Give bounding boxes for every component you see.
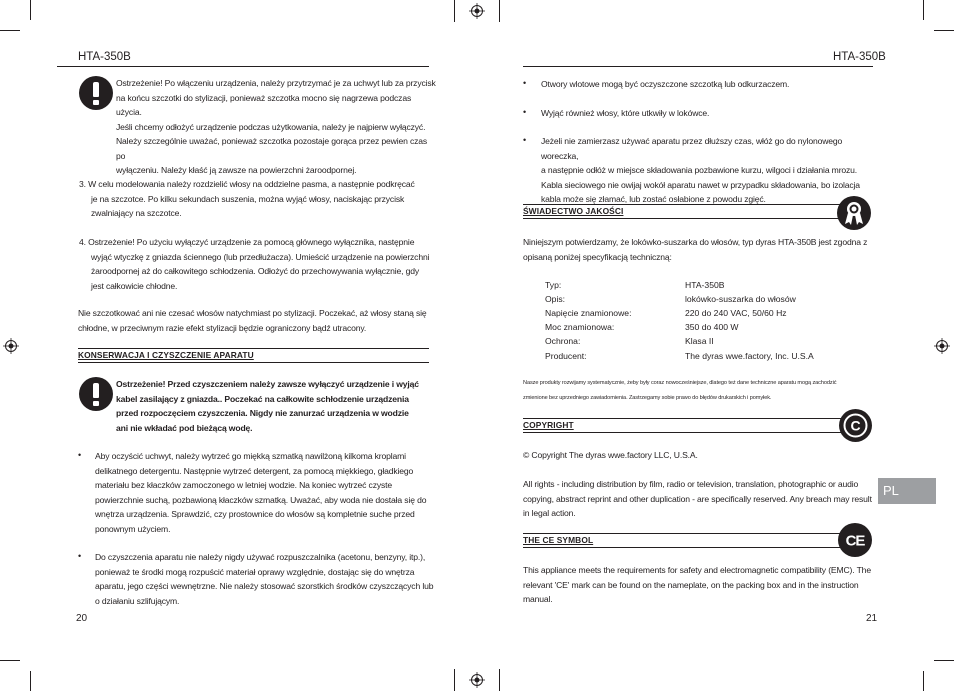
crop-mark [454,669,455,691]
text-line: na końcu szczotki do stylizacji, ponieważ szczotka mocno się nagrzewa podczas [116,92,412,103]
text-line: zwalniający na szczotce. [91,208,182,218]
cleaning-bullet-1 [95,449,435,536]
exclamation-icon [79,377,113,411]
text-line: Aby oczyścić uchwyt, należy wytrzeć go miękką szmatką nawilżoną kilkoma kroplami [95,451,406,461]
spec-label: Opis: [545,294,566,304]
text-line: Należy szczególnie uważać, ponieważ szczotka pozostaje gorąca przez pewien czas po [116,136,428,161]
model-header-left: HTA-350B [78,51,131,63]
crop-mark [0,660,20,661]
text-line: użycia. [116,107,142,117]
text-line: kabla może się złamać, lub zostać osłabione z powodu zgięć. [541,194,766,204]
text-line: All rights - including distribution by film, radio or television, translation, photographic or audio [523,479,859,489]
text-line: żaroodpornej aż do całkowitego schłodzenia. Odłożyć do przechowywania wyłącznie, gdy [91,266,419,276]
spec-value: Klasa II [685,336,714,346]
warning-before-cleaning [116,377,434,435]
crop-mark [499,669,500,691]
instruction-step-4 [79,235,431,293]
text-line: copying, abstract reprint and other duplication - are specifically reserved. Any breach may result [523,493,872,504]
section-title: ŚWIADECTWO JAKOŚCI [523,206,624,216]
bullet-marker: • [523,78,527,88]
rights-statement [523,477,883,521]
bullet-marker: • [78,551,82,561]
spec-label: Producent: [545,351,587,361]
text-line: ponieważ te środki mogą rozpuścić materiał oprawy względnie, dostając się do wnętrza [95,566,415,577]
registration-mark-icon [469,3,485,19]
crop-mark [934,660,954,661]
crop-mark [934,30,954,31]
award-ribbon-icon [837,196,871,230]
quality-statement [523,235,873,264]
text-line: delikatnego detergentu. Następnie wytrzeć detergent, za pomocą miękkiego, gładkiego [95,465,414,476]
text-line: Jeśli chcemy odłożyć urządzenie podczas użytkowania, należy je najpierw wyłączyć. [116,121,426,132]
text-line: kabel zasilający z gniazda.. Poczekać na całkowite schłodzenie urządzenia [116,393,409,404]
text-line: Niniejszym potwierdzamy, że lokówko-suszarka do włosów, typ dyras HTA-350B jest zgodna z [523,237,868,247]
warning-hot-brush [116,76,436,178]
text-line: 4. Ostrzeżenie! Po użyciu wyłączyć urządzenie za pomocą głównego wyłącznika, następnie [79,237,415,247]
text-line: powierzchnie suchą, pozbawioną kłaczków szmatką. Uważać, aby woda nie dostała się do [95,494,427,505]
bullet-marker: • [523,107,527,117]
storage-bullet-1: Otwory wlotowe mogą być oczyszczone szczotką lub odkurzaczem. [541,79,790,89]
text-line: This appliance meets the requirements for safety and electromagnetic compatibility (EMC). The [523,565,871,575]
registration-mark-icon [934,338,950,354]
text-line: relevant 'CE' mark can be found on the nameplate, on the packing box and in the instruction [523,579,859,590]
section-heading-ce [523,533,849,548]
text-line: je na szczotce. Po kilku sekundach suszenia, można wyjąć włosy, naciskając przycisk [91,193,405,204]
text-line: o działaniu szlifującym. [95,595,180,606]
text-line: wyłączeniu. Należy kłaść ją zawsze na powierzchni żaroodpornej. [116,165,357,175]
spec-label: Napięcie znamionowe: [545,308,632,318]
text-line: a następnie odłóż w miejsce składowania pozbawione kurzu, wilgoci i działania mrozu. [541,165,858,175]
ce-mark-text: CE [845,532,865,550]
text-line: Ostrzeżenie! Przed czyszczeniem należy zawsze wyłączyć urządzenie i wyjąć [116,379,419,389]
text-line: chłodne, w przeciwnym razie efekt stylizacji będzie ograniczony bądź utracony. [78,322,367,333]
ce-mark-icon [838,523,872,557]
text-line: Ostrzeżenie! Po włączeniu urządzenia, należy przytrzymać je za uchwyt lub za przycisk [116,78,436,88]
crop-mark [30,0,31,20]
page-number-left: 20 [76,613,88,624]
model-header-right: HTA-350B [833,51,886,63]
language-tab-label: PL [883,483,899,498]
text-line: Jeżeli nie zamierzasz używać aparatu przez dłuższy czas, włóż go do nylonowego woreczka, [541,136,843,161]
text-line: opisaną poniżej specyfikacją techniczną: [523,251,672,262]
spec-label: Moc znamionowa: [545,322,615,332]
section-heading-cleaning [78,348,429,363]
text-line: jest całkowicie chłodne. [91,280,178,291]
text-line: Nasze produkty rozwijamy systematycznie, żeby były coraz nowocześniejsze, dlatego też dane techniczne aparatu mogą zachodzić [523,380,837,386]
text-line: Kabla sieciowego nie owijaj wokół aparatu nawet w przypadku składowania, bo izolacja [541,179,860,190]
section-title: COPYRIGHT [523,420,574,430]
spec-label: Ochrona: [545,336,581,346]
crop-mark [454,0,455,22]
section-heading-quality [523,204,849,219]
crop-mark [499,0,500,22]
copyright-icon [839,409,872,442]
crop-mark [0,30,20,31]
text-line: materiału bez kłaczków zamoczonego w letniej wodzie. Na koniec wytrzeć czyste [95,480,392,490]
crop-mark [923,671,924,691]
spec-value: lokówko-suszarka do włosów [685,294,796,304]
header-rule-left [57,66,429,67]
spec-label: Typ: [545,280,562,290]
spec-value: The dyras wwe.factory, Inc. U.S.A [685,351,814,361]
spec-value: HTA-350B [685,280,725,290]
text-line: 3. W celu modelowania należy rozdzielić włosy na oddzielne pasma, a następnie podkręcać [79,179,415,189]
disclaimer-note [523,377,875,405]
cleaning-bullet-2 [95,550,435,608]
text-line: aparatu, jego części wewnętrzne. Nie należy stosować szorstkich środków czyszczących lub [95,581,434,591]
bullet-marker: • [78,450,82,460]
spec-value: 350 do 400 W [685,322,739,332]
section-heading-copyright [523,418,849,433]
copyright-line: © Copyright The dyras wwe.factory LLC, U.S.A. [523,450,698,460]
text-line: wnętrza urządzenia. Sprawdzić, czy prostownice do włosów są kompletnie suche przed [95,509,415,519]
spec-value: 220 do 240 VAC, 50/60 Hz [685,308,787,318]
text-line: manual. [523,594,553,604]
instruction-step-3 [79,177,429,221]
storage-bullet-3 [541,134,877,207]
text-line: ani nie wkładać pod bieżącą wodę. [116,422,253,433]
text-line: wyjąć wtyczkę z gniazda ściennego (lub przedłużacza). Umieścić urządzenie na powierzchni [91,251,430,262]
ce-statement [523,563,883,607]
language-tab [878,478,936,504]
text-line: przed rozpoczęciem czyszczenia. Nigdy nie zanurzać urządzenia w wodzie [116,408,409,418]
copyright-symbol: C [850,417,861,434]
text-line: in legal action. [523,508,576,518]
registration-mark-icon [469,672,485,688]
text-line: ponownym użyciem. [95,523,171,534]
storage-bullet-2: Wyjąć również włosy, które utkwiły w lokówce. [541,108,710,118]
registration-mark-icon [3,338,19,354]
crop-mark [30,671,31,691]
crop-mark [923,0,924,20]
section-title: KONSERWACJA I CZYSZCZENIE APARATU [78,350,254,360]
bullet-marker: • [523,135,527,145]
styling-note [78,306,430,335]
text-line: zmienione bez uprzedniego zawiadomienia. Zastrzegamy sobie prawo do błędów drukarskich i pomyłek. [523,395,772,401]
text-line: Nie szczotkować ani nie czesać włosów natychmiast po stylizacji. Poczekać, aż włosy staną się [78,308,427,318]
page-number-right: 21 [866,613,878,624]
header-rule-right [523,66,873,67]
section-title: THE CE SYMBOL [523,535,594,545]
text-line: Do czyszczenia aparatu nie należy nigdy używać rozpuszczalnika (acetonu, benzyny, itp.), [95,552,426,562]
exclamation-icon [79,76,113,110]
